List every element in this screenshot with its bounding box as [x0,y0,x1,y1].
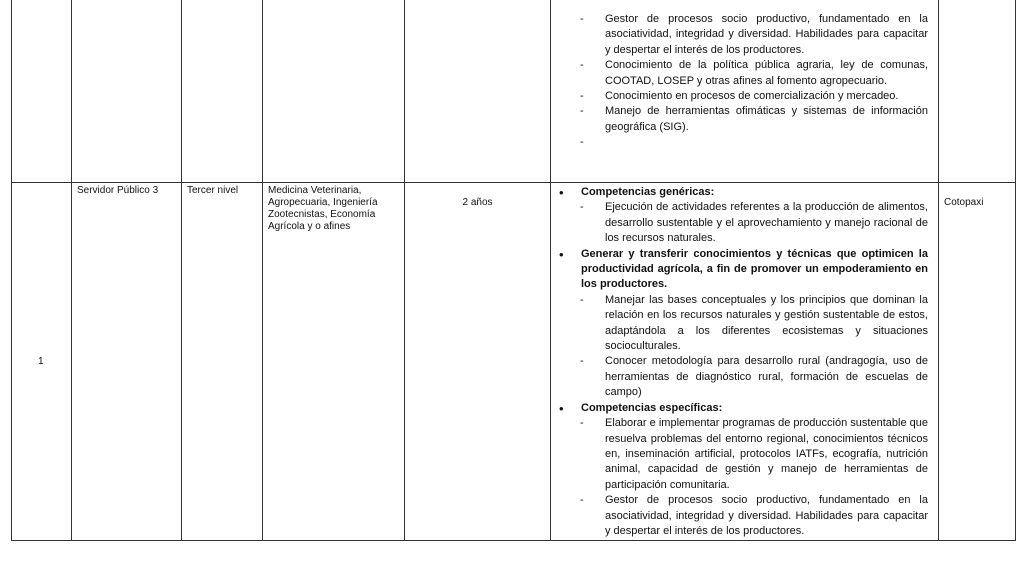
field-of-study: Medicina Veterinaria, Agropecuaria, Ingeniería Zootecnistas, Economía Agrícola y o afines [263,183,405,541]
competency-section [555,185,928,247]
list-item: - Gestor de procesos socio productivo, fundamentado en la asociatividad, integridad y diversidad. Habilidades para capacitar y despertar el interés de los productores. [580,494,928,537]
cell-competencies [551,183,939,541]
list-item: - Conocimiento de la política pública agraria, ley de comunas, COOTAD, LOSEP y otras afines al fomento agropecuario. [580,59,928,87]
list-item: - Elaborar e implementar programas de producción sustentable que resuelva problemas del entorno regional, conocimientos técnicos en, inseminación artificial, protocolos IATFs, ecografía, nutrición animal, capacidad de gestión y manejo de herramientas de participación comunitaria. [580,417,928,491]
education-level: Tercer nivel [182,183,263,541]
cell-number-empty [12,0,72,183]
experience-required: 2 años [405,183,551,541]
bullet-icon: • [559,185,564,200]
competency-section [555,247,928,401]
cell-experience-empty [405,0,551,183]
list-item: - Manejar las bases conceptuales y los principios que dominan la relación en los recursos naturales y gestión sustentable de estos, adaptándola a los diferentes ecosistemas y situaciones socioculturales. [580,293,928,353]
requirements-table [11,0,1016,541]
row-number: 1 [12,183,72,541]
cell-location-empty [939,0,1016,183]
section-heading: Competencias genéricas: [581,186,715,198]
list-item: - [580,136,584,149]
section-heading: Generar y transferir conocimientos y técnicas que optimicen la productividad agrícola, a fin de promover un empoderamiento en los productores. [581,247,928,291]
bullet-icon: • [559,246,564,262]
cell-position-empty [72,0,182,183]
list-item: - Conocimiento en procesos de comercialización y mercadeo. [580,90,899,103]
cell-level-empty [182,0,263,183]
list-item: - Ejecución de actividades referentes a la producción de alimentos, desarrollo sustentable y el aprovechamiento y manejo racional de los recursos naturales. [580,201,928,245]
list-item: - Gestor de procesos socio productivo, fundamentado en la asociatividad, integridad y diversidad. Habilidades para capacitar y despertar el interés de los productores. [580,13,928,56]
cell-field-empty [263,0,405,183]
bullet-icon: • [559,400,564,416]
location: Cotopaxi [939,183,1016,541]
cell-competencies-continued [551,0,939,183]
competency-section [555,401,928,540]
competency-list [555,12,928,150]
position-title: Servidor Público 3 [72,183,182,541]
table-row [12,183,1016,541]
table-row-continued [12,0,1016,183]
list-item: - Manejo de herramientas ofimáticas y sistemas de información geográfica (SIG). [580,105,928,133]
list-item: - Conocer metodología para desarrollo rural (andragogía, uso de herramientas de diagnóstico rural, formación de escuelas de campo) [580,355,928,399]
section-heading: Competencias específicas: [581,401,723,414]
